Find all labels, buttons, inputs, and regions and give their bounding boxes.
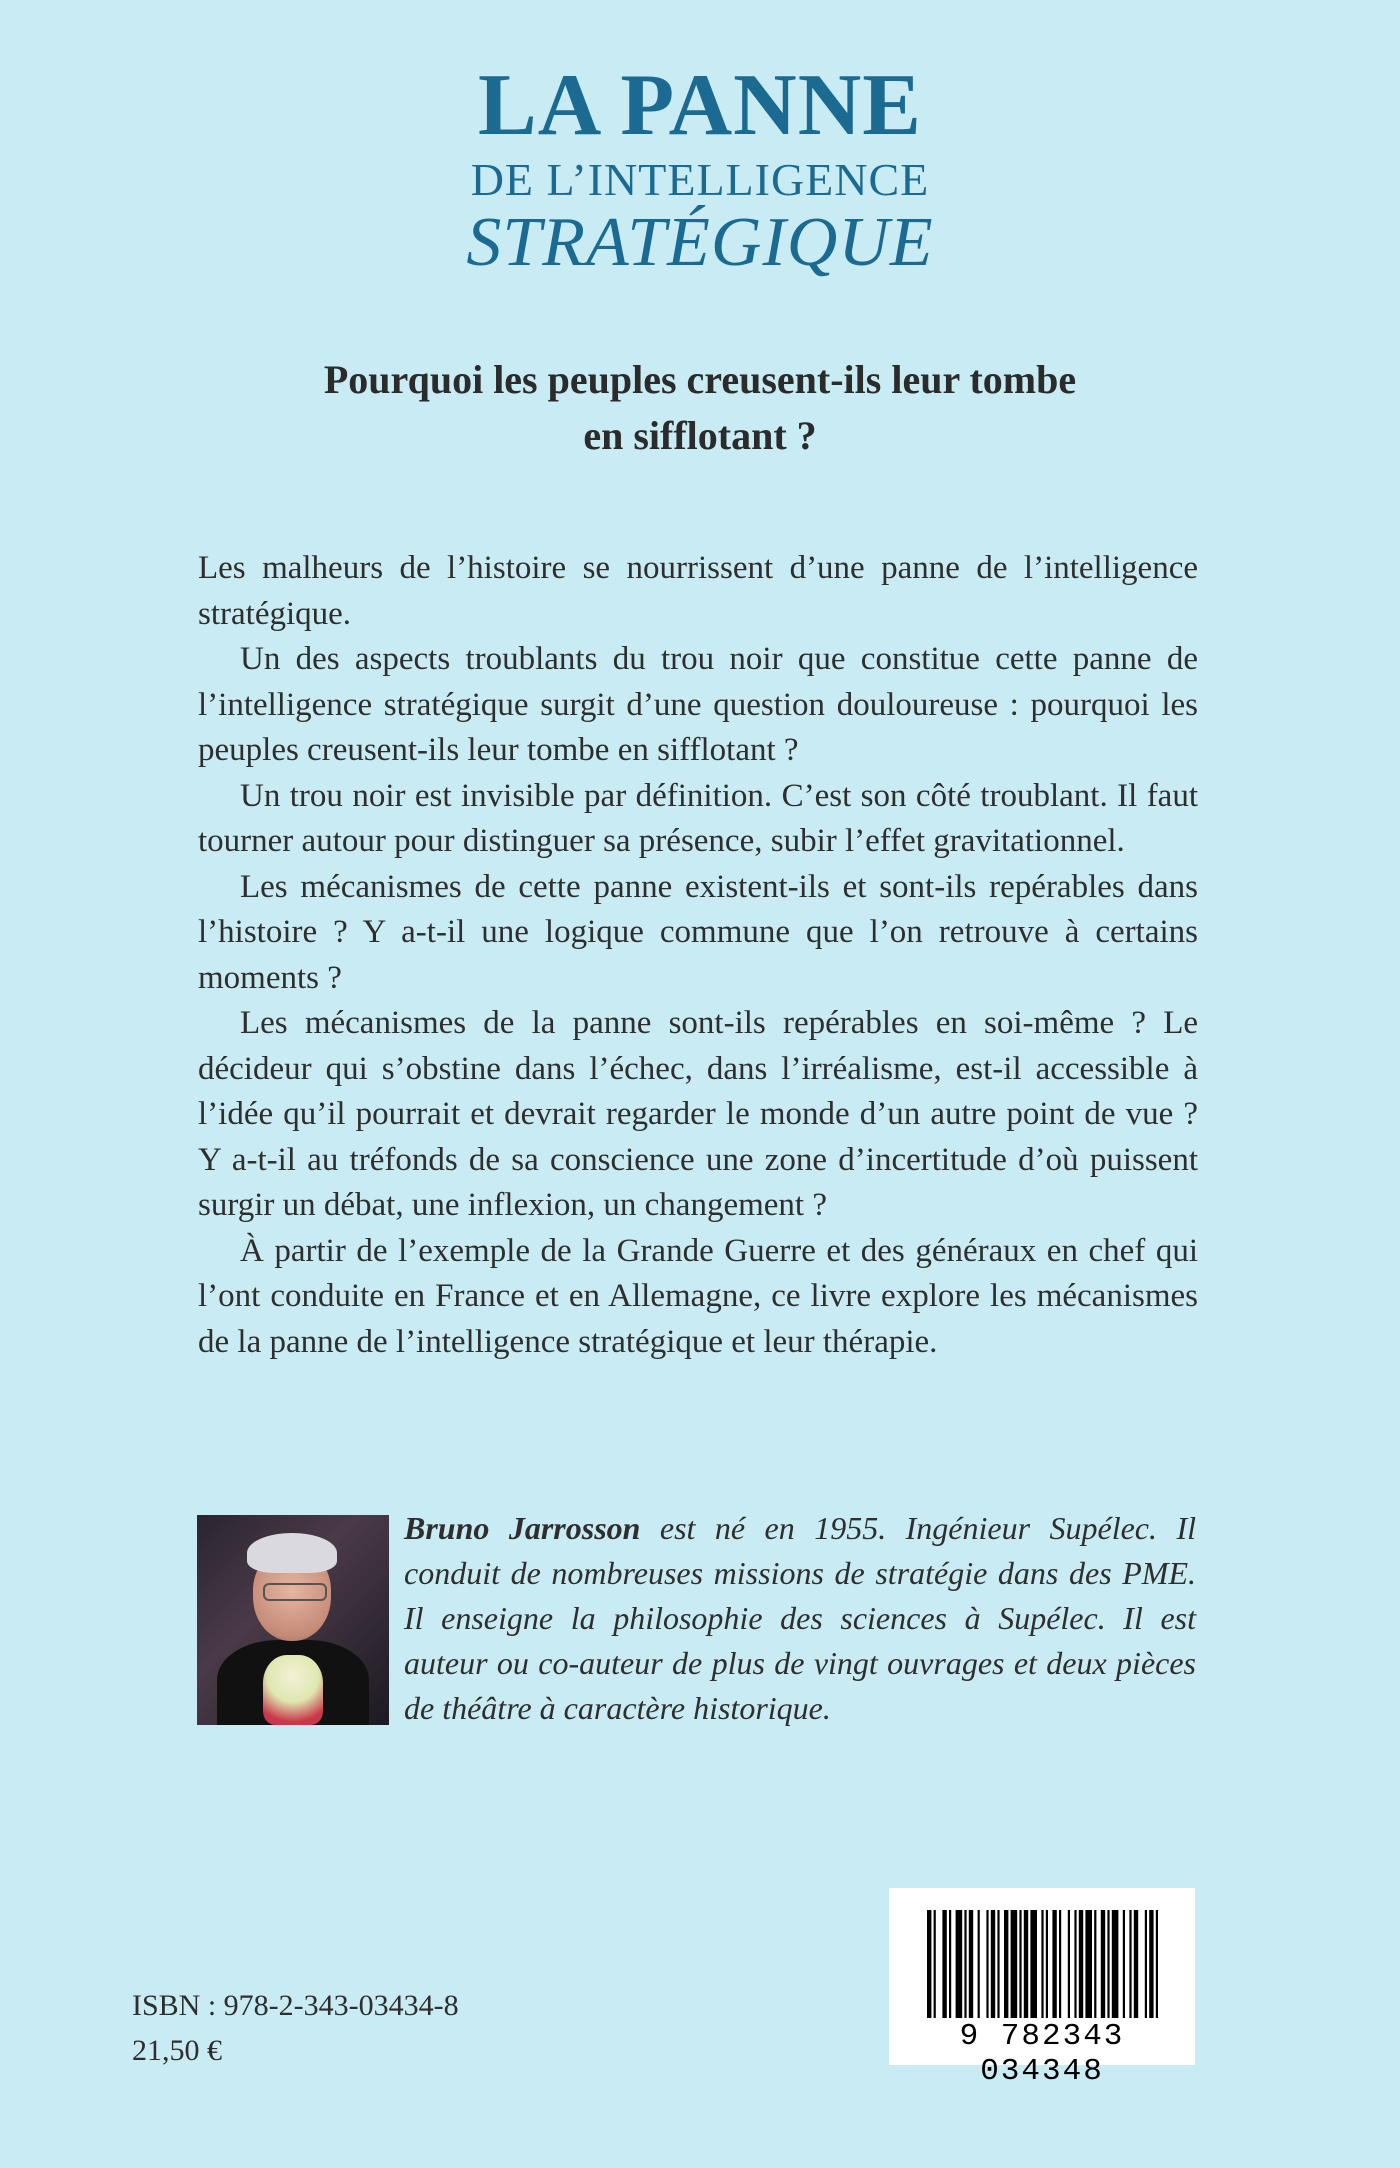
title-italic: STRATÉGIQUE [466,204,934,281]
barcode [889,1888,1195,2089]
author-bio-text: est né en 1955. Ingénieur Supélec. Il conduit de nombreuses missions de stratégie dans des PME. Il enseigne la philosophie des sciences à Supélec. Il est auteur ou co-auteur de plus de vingt ouvrages et deux pièces de théâtre à caractère historique. [404,1510,1197,1726]
question-line-2: en sifflotant ? [583,413,817,458]
question-line-1: Pourquoi les peuples creusent-ils leur tombe [323,357,1077,402]
blurb-paragraph: Un trou noir est invisible par définition. C’est son côté troublant. Il faut tourner autour pour distinguer sa présence, subir l’effet gravitationnel. [198,777,1198,859]
book-title [0,58,1400,280]
author-name: Bruno Jarrosson [404,1510,641,1546]
barcode-digits: 9 782343 034348 [959,2019,1125,2089]
blurb-paragraph: À partir de l’exemple de la Grande Guerre et des généraux en chef qui l’ont conduite en France et en Allemagne, ce livre explore les mécanismes de la panne de l’intelligence stratégique et leur thérapie. [198,1232,1198,1360]
price-text: 21,50 € [132,2034,222,2067]
author-photo [197,1515,389,1725]
blurb-paragraph: Les mécanismes de la panne sont-ils repérables en soi-même ? Le décideur qui s’obstine dans l’échec, dans l’irréalisme, est-il accessible à l’idée qu’il pourrait et devrait regarder le monde d’un autre point de vue ? Y a-t-il au tréfonds de sa conscience une zone d’incertitude d’où puissent surgir un débat, une inflexion, un changement ? [198,1005,1198,1223]
author-bio [404,1506,1196,1731]
blurb-text [198,546,1198,1365]
blurb-paragraph: Les mécanismes de cette panne existent-ils et sont-ils repérables dans l’histoire ? Y a-t-il une logique commune que l’on retrouve à certains moments ? [198,868,1198,996]
blurb-paragraph: Les malheurs de l’histoire se nourrissent d’une panne de l’intelligence stratégique. [198,550,1198,632]
title-sub: DE L’INTELLIGENCE [470,154,930,205]
blurb-paragraph: Un des aspects troublants du trou noir que constitue cette panne de l’intelligence stratégique surgit d’une question douloureuse : pourquoi les peuples creusent-ils leur tombe en sifflotant ? [198,641,1198,768]
title-main: LA PANNE [478,57,922,154]
isbn-text: ISBN : 978-2-343-03434-8 [132,1989,459,2022]
tagline-question [0,352,1400,464]
